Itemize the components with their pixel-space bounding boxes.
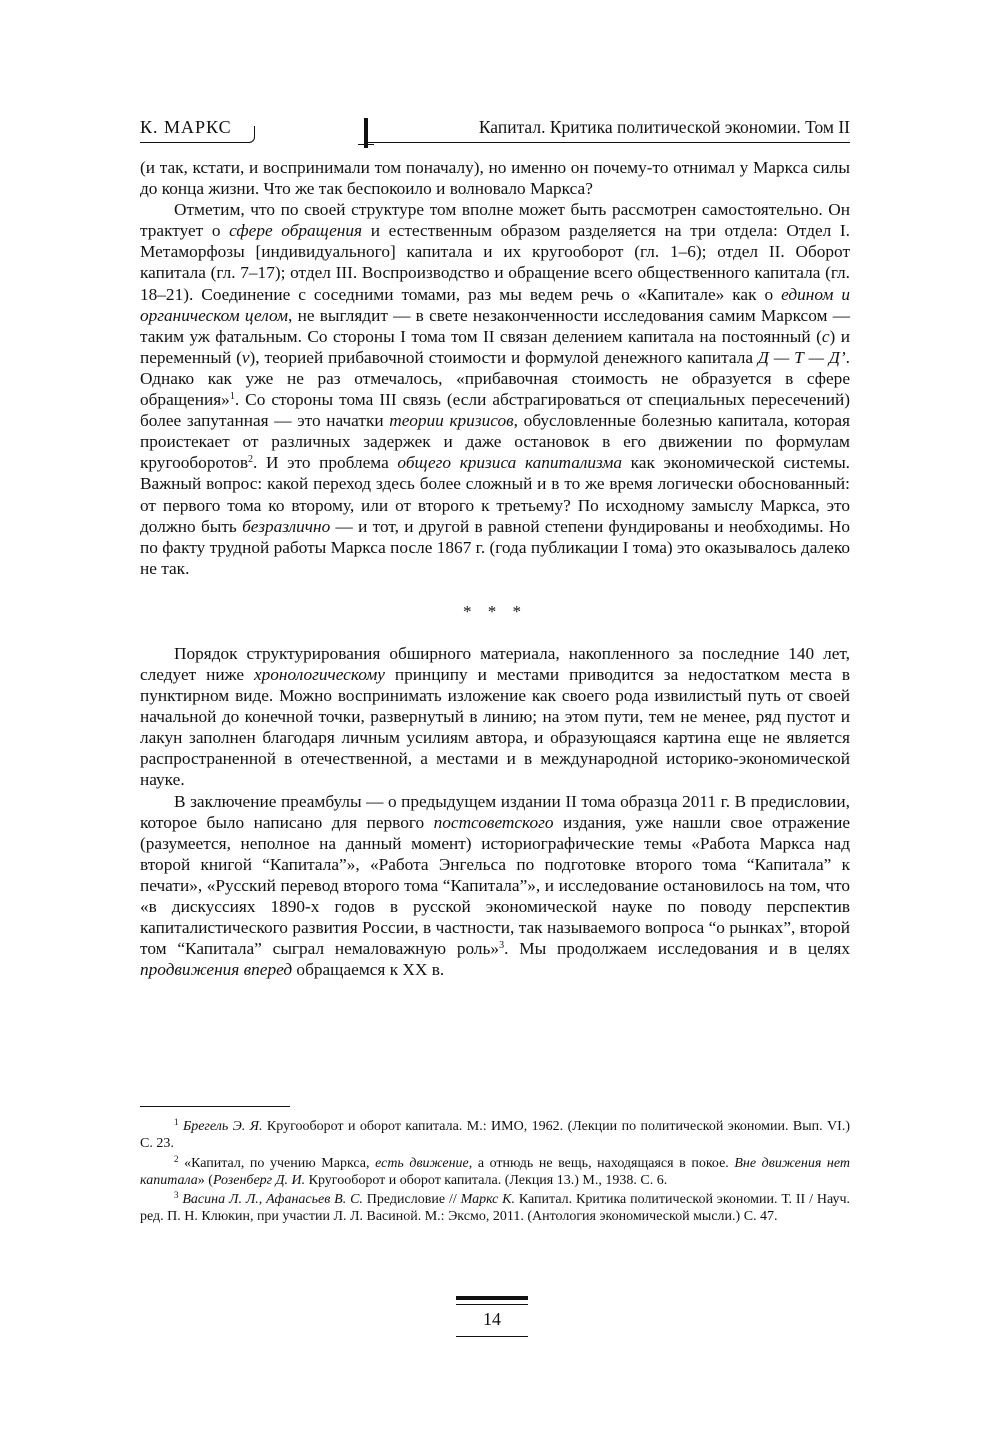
main-text: [140, 157, 850, 980]
paragraph-continued: (и так, кстати, и воспринимали том поначалу), но именно он почему-то отнимал у Маркса силы до конца жизни. Что же так беспокоило и волновало Маркса?: [140, 158, 850, 199]
footnote-3: $^3$ Васина Л. Л., Афанасьев В. С. Предисловие // Маркс К. Капитал. Критика политической экономии. Т. II / Науч. ред. П. Н. Клюкин, при участии Л. Л. Васиной. М.: Эксмо, 2011. (Антология экономической мысли.) С. 47.: [140, 1190, 850, 1225]
header-author-rule: [140, 142, 250, 143]
page-number: 14: [483, 1309, 501, 1329]
section-break-asterisks: * * *: [463, 601, 527, 621]
page-number-rule-thin: [456, 1304, 528, 1305]
paragraph-conclusion: В заключение преамбулы — о предыдущем издании II тома образца 2011 г. В предисловии, которое было написано для первого постсоветского издания, уже нашли свое отражение (разумеется, неполное на данный момент) историографические темы «Работа Маркса над второй книгой “Капитала”», «Работа Энгельса по подготовке второго тома “Капитала” к печати», «Русский перевод второго тома “Капитала”», и исследование остановилось на том, что «в дискуссиях 1890-х годов в русской экономической науке по поводу перспектив капиталистического развития России, в частности, так называемого вопроса “о рынках”, второй том “Капитала” сыграл немаловажную роль»$^3$. Мы продолжаем исследования и в целях продвижения вперед обращаемся к XX в.: [140, 791, 850, 980]
footnote-1: $^1$ Брегель Э. Я. Кругооборот и оборот капитала. М.: ИМО, 1962. (Лекции по политической экономии. Вып. VI.) С. 23.: [140, 1117, 850, 1152]
page-number-rule-thick: [456, 1296, 528, 1300]
footnote-rule: [140, 1106, 290, 1107]
footnote-ref-2: 2: [248, 454, 253, 466]
paragraph-order: Порядок структурирования обширного материала, накопленного за последние 140 лет, следует ниже хронологическому принципу и местами приводится за недостатком места в пунктирном виде. Можно воспринимать изложение как своего рода извилистый путь от своей начальной до конечной точки, развернутый в линию; на этом пути, тем не менее, ряд пустот и лакун заполнен благодаря личным усилиям автора, и образующаяся картина еще не является распространенной в отечественной, а местами и в международной историко-экономической науке.: [140, 643, 850, 790]
header-title-rule: [368, 142, 850, 143]
footnote-ref-1: 1: [229, 391, 235, 403]
paragraph-structure: Отметим, что по своей структуре том вполне может быть рассмотрен самостоятельно. Он трактует о сфере обращения и естественным образом разделяется на три отдела: Отдел I. Метаморфозы [индивидуального] капитала и их кругооборот (гл. 1–6); отдел II. Оборот капитала (гл. 7–17); отдел III. Воспроизводство и обращение всего общественного капитала (гл. 18–21). Соединение с соседними томами, раз мы ведем речь о «Капитале» как о едином и органическом целом, не выглядит — в свете незаконченности исследования самим Марксом — таким уж фатальным. Со стороны I тома том II связан делением капитала на постоянный (c) и переменный (v), теорией прибавочной стоимости и формулой денежного капитала Д — Т — Д’. Однако как уже не раз отмечалось, «прибавочная стоимость не образуется в сфере обращения»$^1$. Со стороны тома III связь (если абстрагироваться от специальных пересечений) более запутанная — это начатки теории кризисов, обусловленные болезнью капитала, которая проистекает от различных задержек и даже остановок в его движении по формулам кругооборотов$^2$. И это проблема общего кризиса капитализма как экономической системы. Важный вопрос: какой переход здесь более сложный и в то же время логически обоснованный: от первого тома ко второму, или от второго к третьему? По исходному замыслу Маркса, это должно быть безразлично — и тот, и другой в равной степени фундированы и необходимы. Но по факту трудной работы Маркса после 1867 г. (года публикации I тома) это оказывалось далеко не так.: [140, 200, 851, 578]
header-ornament-tick: [248, 126, 255, 143]
page-number-rule-bottom: [456, 1336, 528, 1337]
footnote-2: $^2$ «Капитал, по учению Маркса, есть движение, а отнюдь не вещь, находящаяся в покое. Вне движения нет капитала» (Розенберг Д. И. Кругооборот и оборот капитала. (Лекция 13.) М., 1938. С. 6.: [140, 1153, 850, 1188]
header-ornament-base: [358, 144, 374, 145]
page-number-block: [456, 1296, 528, 1342]
footnote-ref-3: 3: [499, 940, 505, 952]
running-header: [140, 116, 850, 150]
footnotes: [140, 1118, 850, 1228]
header-book-title: Капитал. Критика политической экономии. Том II: [478, 117, 850, 137]
header-author: К. МАРКС: [140, 117, 232, 137]
